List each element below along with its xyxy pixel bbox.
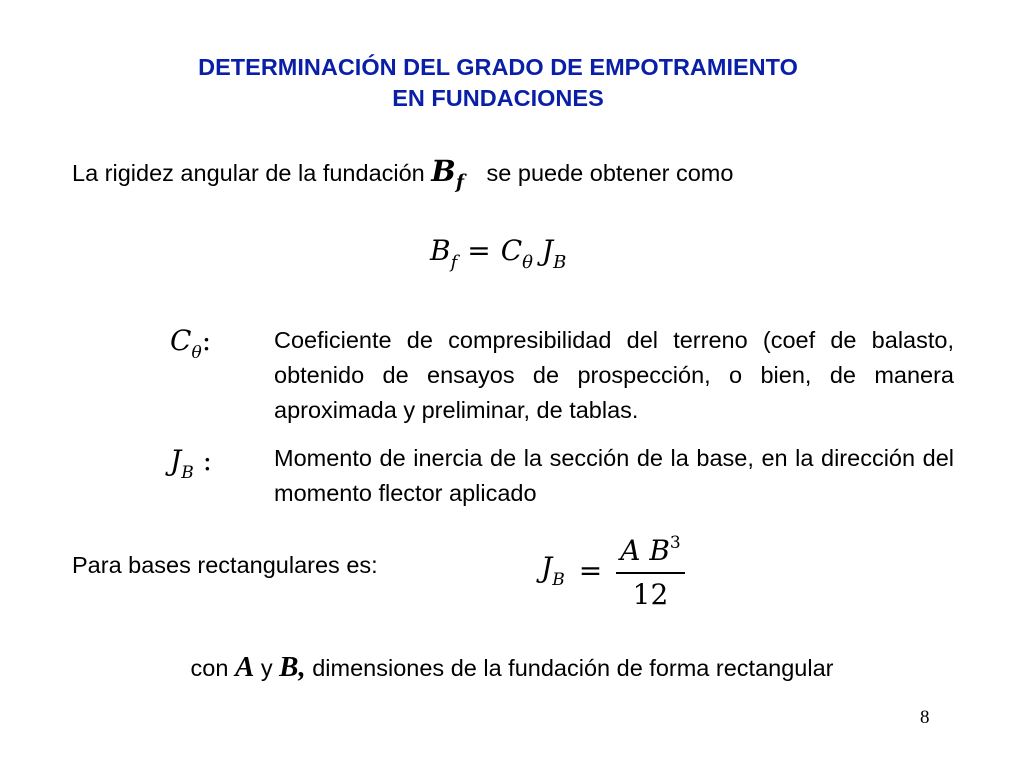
def2-symbol-sub: B (181, 463, 194, 483)
closing-sentence (0, 650, 1024, 685)
closing-symbol-a: A (234, 651, 255, 683)
definition-symbol-c-theta (170, 324, 211, 363)
intro-text-before: La rigidez angular de la fundación (72, 160, 425, 186)
closing-symbol-b: B, (279, 651, 306, 683)
eq1-j-sub: B (553, 252, 567, 273)
intro-symbol-sub: f (455, 171, 464, 193)
eq2-numerator-base: A B (620, 534, 670, 567)
eq2-lhs (541, 551, 565, 590)
eq2-operator: = (578, 553, 603, 587)
eq1-lhs-base: B (430, 234, 451, 267)
closing-suffix: dimensiones de la fundación de forma rectangular (312, 655, 834, 681)
eq2-numerator-exp: 3 (669, 533, 681, 553)
eq1-rhs-j (541, 234, 567, 273)
page-number: 8 (920, 707, 930, 728)
def1-colon: : (201, 324, 212, 357)
equation-jb (541, 525, 685, 615)
eq2-numerator (616, 524, 685, 574)
eq1-lhs (430, 234, 458, 273)
slide-title (0, 52, 996, 114)
closing-conjunction: y (260, 655, 273, 681)
intro-sentence (72, 152, 733, 201)
title-line-1: DETERMINACIÓN DEL GRADO DE EMPOTRAMIENTO (198, 54, 798, 80)
intro-symbol-bf (431, 154, 464, 193)
def1-symbol-base: C (170, 324, 192, 357)
def2-symbol-base: J (170, 444, 182, 477)
eq2-denominator: 12 (632, 578, 669, 611)
def1-symbol-sub: θ (191, 343, 202, 363)
eq1-operator: = (467, 234, 491, 267)
equation-bf (430, 234, 566, 273)
intro-symbol-base: B (431, 154, 456, 188)
def2-colon: : (193, 444, 213, 477)
title-line-2: EN FUNDACIONES (392, 85, 604, 111)
definition-text-jb: Momento de inercia de la sección de la base, en la dirección del momento flector aplicado (274, 445, 954, 506)
closing-prefix: con (190, 655, 229, 681)
intro-text-after: se puede obtener como (486, 160, 734, 186)
eq1-lhs-sub: f (450, 252, 458, 273)
eq1-rhs-c (500, 234, 533, 273)
eq1-c-sub: θ (522, 252, 533, 273)
definition-text-c-theta: Coeficiente de compresibilidad del terreno (coef de balasto, obtenido de ensayos de prospección, o bien, de manera aproximada y preliminar, de tablas. (274, 327, 954, 423)
eq2-lhs-sub: B (552, 569, 565, 590)
rectangular-bases-label: Para bases rectangulares es: (72, 552, 378, 578)
eq2-fraction (616, 524, 685, 616)
eq1-j-base: J (541, 234, 554, 267)
eq2-lhs-base: J (541, 550, 553, 584)
definition-symbol-jb (170, 444, 212, 483)
eq1-c-base: C (500, 234, 523, 267)
